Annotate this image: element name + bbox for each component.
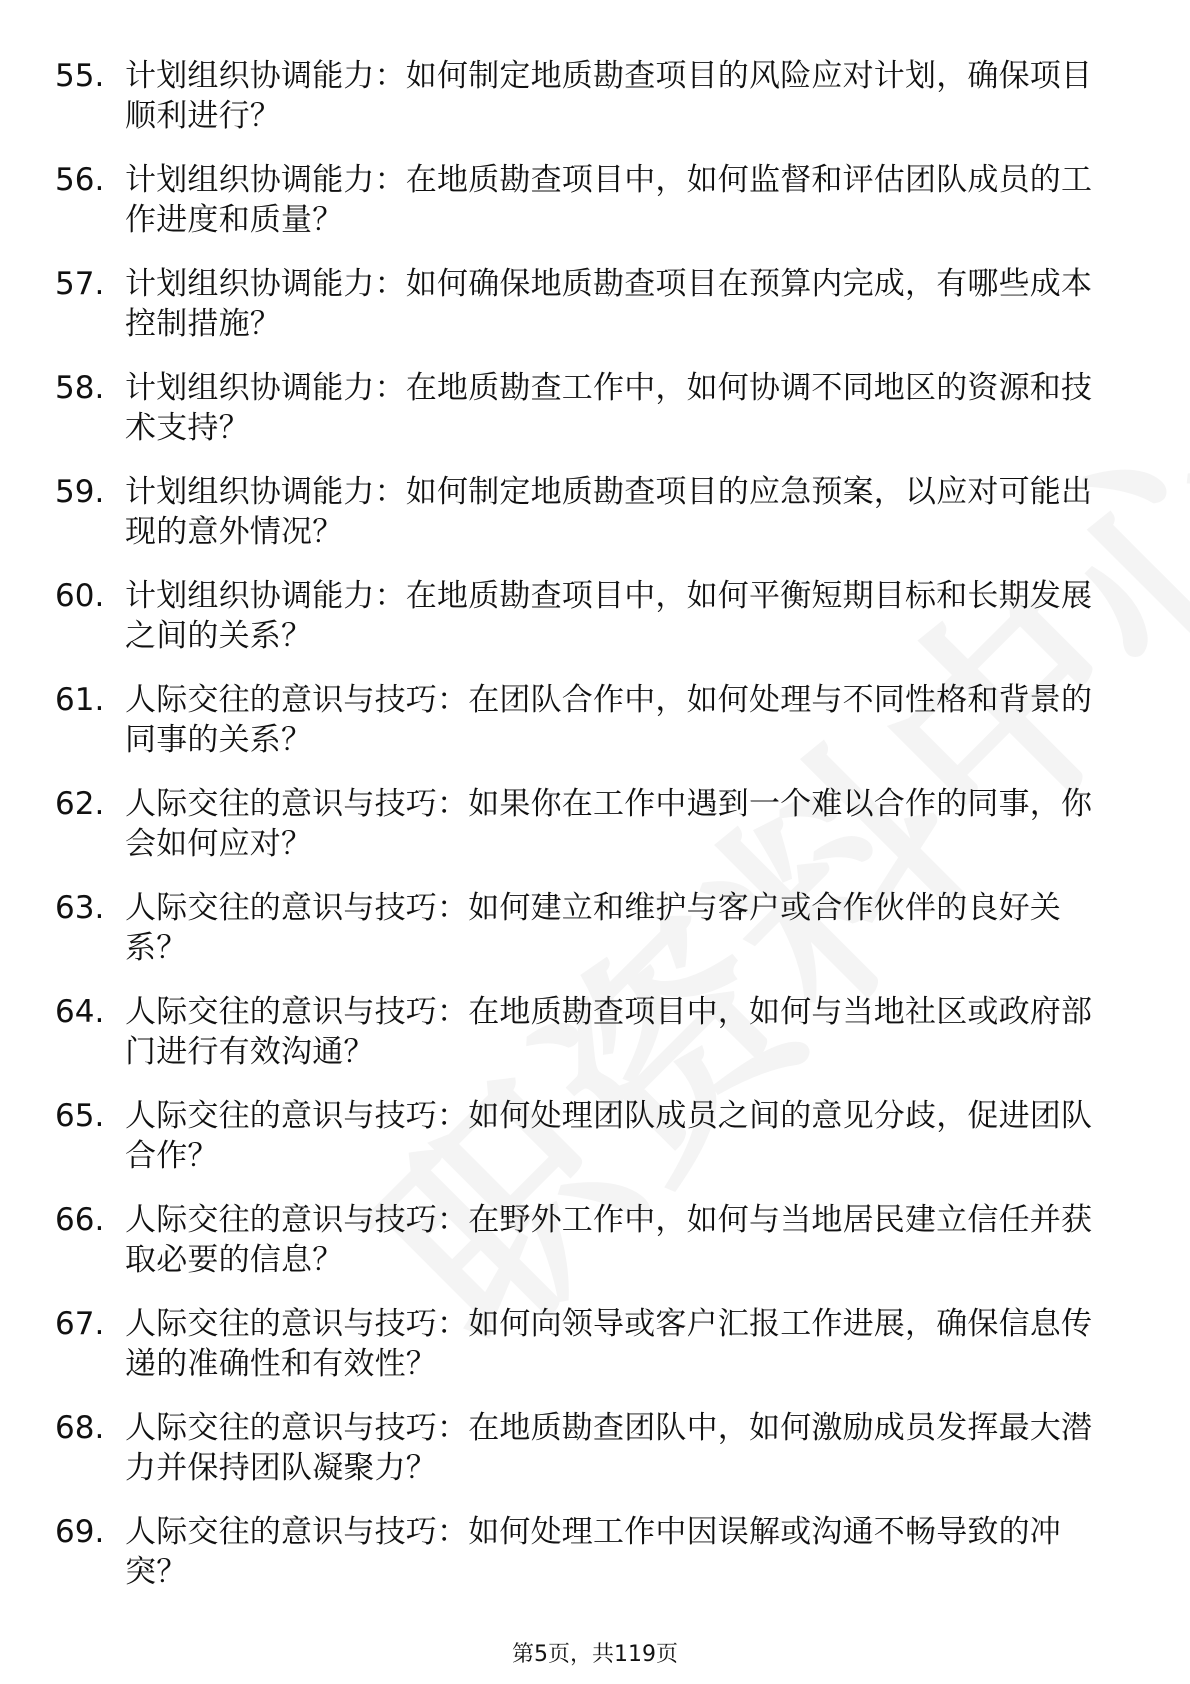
question-number: 63. [55, 890, 105, 926]
question-text: 人际交往的意识与技巧：在团队合作中，如何处理与不同性格和背景的同事的关系？ [125, 682, 1093, 758]
question-text: 人际交往的意识与技巧：如何向领导或客户汇报工作进展，确保信息传递的准确性和有效性？ [125, 1306, 1093, 1382]
question-item [55, 680, 1115, 760]
question-text: 人际交往的意识与技巧：在野外工作中，如何与当地居民建立信任并获取必要的信息？ [125, 1202, 1093, 1278]
question-number: 56. [55, 162, 105, 198]
question-item [55, 368, 1115, 448]
question-number: 64. [55, 994, 105, 1030]
question-item [55, 160, 1115, 240]
question-number: 57. [55, 266, 105, 302]
question-text: 计划组织协调能力：在地质勘查工作中，如何协调不同地区的资源和技术支持？ [125, 370, 1093, 446]
question-number: 59. [55, 474, 105, 510]
question-number: 65. [55, 1098, 105, 1134]
question-item [55, 992, 1115, 1072]
question-number: 62. [55, 786, 105, 822]
question-list [55, 56, 1115, 1616]
question-item [55, 888, 1115, 968]
question-item [55, 1304, 1115, 1384]
question-item [55, 1408, 1115, 1488]
question-number: 58. [55, 370, 105, 406]
question-text: 人际交往的意识与技巧：如果你在工作中遇到一个难以合作的同事，你会如何应对？ [125, 786, 1093, 862]
question-item [55, 784, 1115, 864]
question-item [55, 1096, 1115, 1176]
page-indicator: 第5页，共119页 [512, 1642, 678, 1667]
question-text: 人际交往的意识与技巧：如何处理团队成员之间的意见分歧，促进团队合作？ [125, 1098, 1093, 1174]
question-text: 人际交往的意识与技巧：在地质勘查项目中，如何与当地社区或政府部门进行有效沟通？ [125, 994, 1093, 1070]
question-item [55, 472, 1115, 552]
question-item [55, 576, 1115, 656]
question-number: 60. [55, 578, 105, 614]
question-number: 66. [55, 1202, 105, 1238]
question-item [55, 56, 1115, 136]
question-text: 计划组织协调能力：如何制定地质勘查项目的应急预案，以应对可能出现的意外情况？ [125, 474, 1093, 550]
question-text: 人际交往的意识与技巧：在地质勘查团队中，如何激励成员发挥最大潜力并保持团队凝聚力？ [125, 1410, 1093, 1486]
question-item [55, 264, 1115, 344]
question-item [55, 1200, 1115, 1280]
question-text: 计划组织协调能力：如何确保地质勘查项目在预算内完成，有哪些成本控制措施？ [125, 266, 1093, 342]
question-text: 计划组织协调能力：在地质勘查项目中，如何平衡短期目标和长期发展之间的关系？ [125, 578, 1093, 654]
question-number: 55. [55, 58, 105, 94]
question-text: 计划组织协调能力：如何制定地质勘查项目的风险应对计划，确保项目顺利进行？ [125, 58, 1093, 134]
question-item [55, 1512, 1115, 1592]
page-footer [0, 1637, 1190, 1668]
question-number: 68. [55, 1410, 105, 1446]
question-number: 61. [55, 682, 105, 718]
question-text: 人际交往的意识与技巧：如何建立和维护与客户或合作伙伴的良好关系？ [125, 890, 1061, 966]
question-text: 计划组织协调能力：在地质勘查项目中，如何监督和评估团队成员的工作进度和质量？ [125, 162, 1093, 238]
question-number: 69. [55, 1514, 105, 1550]
question-number: 67. [55, 1306, 105, 1342]
question-text: 人际交往的意识与技巧：如何处理工作中因误解或沟通不畅导致的冲突？ [125, 1514, 1061, 1590]
